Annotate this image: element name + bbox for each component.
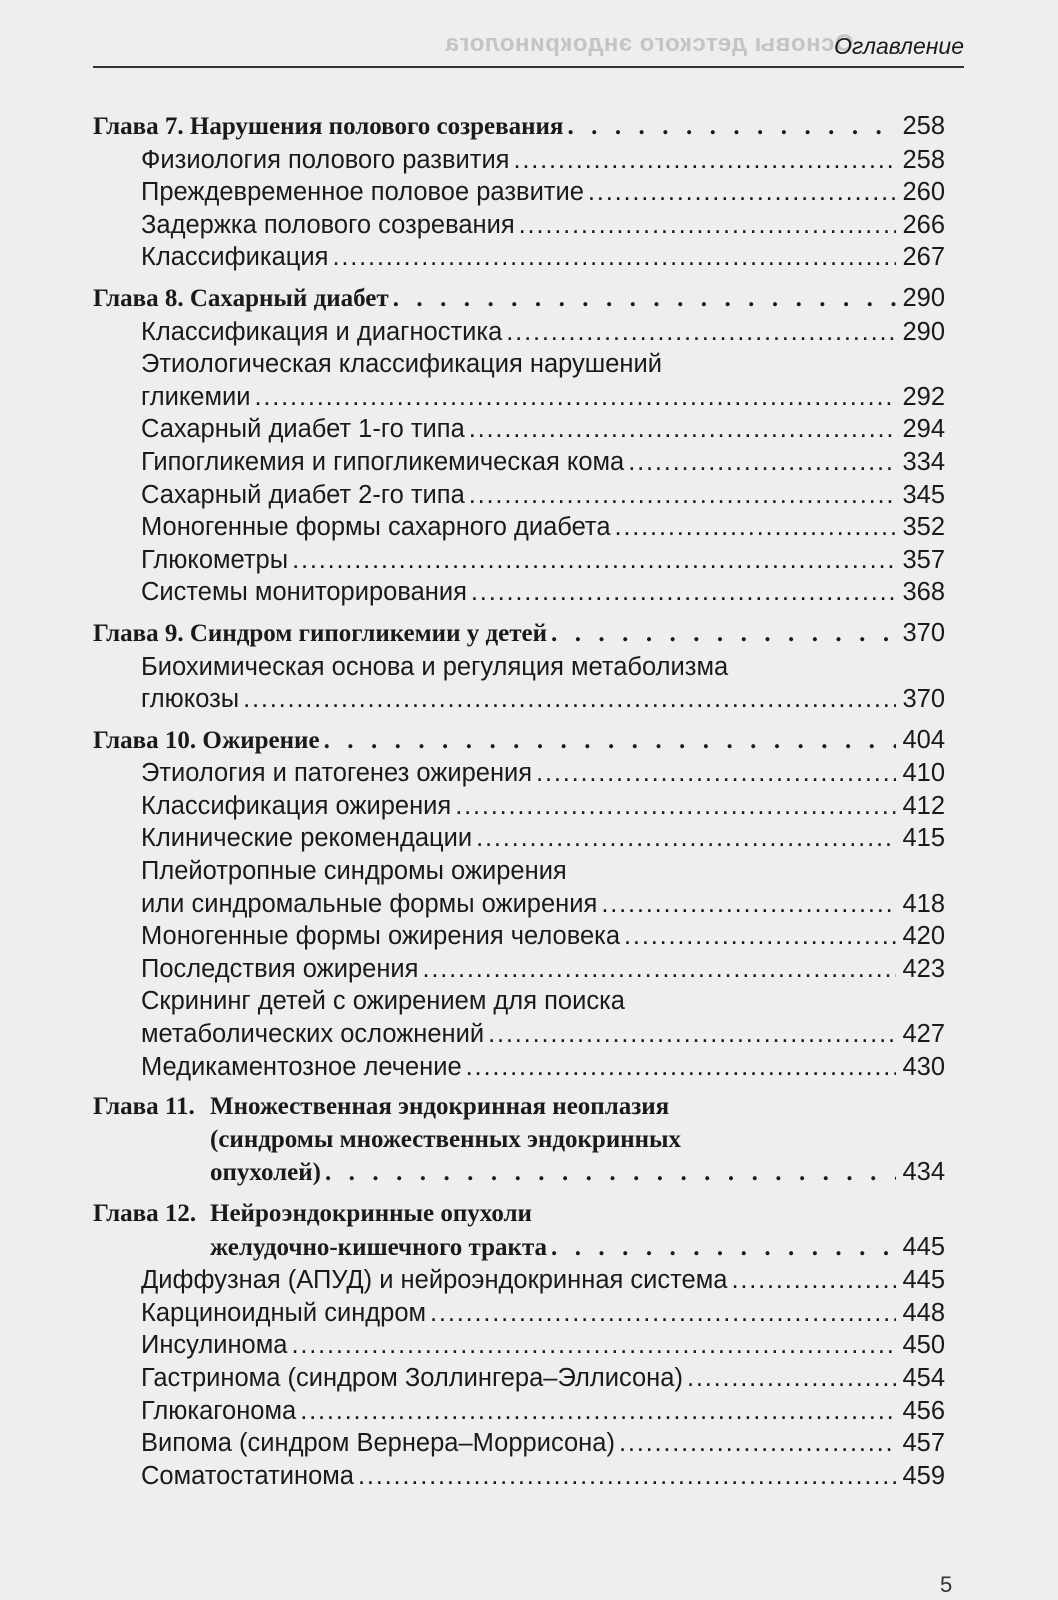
entry-title xyxy=(93,618,547,651)
entry-page-number: 454 xyxy=(902,1363,945,1392)
entry-page-number: 294 xyxy=(902,415,945,444)
entry-title: Сахарный диабет 1-го типа xyxy=(141,415,465,444)
toc-subentry xyxy=(93,985,945,1050)
dot-leader xyxy=(506,316,896,349)
dot-leader xyxy=(325,1157,896,1190)
dot-leader xyxy=(324,725,897,758)
toc-subentry xyxy=(93,790,945,823)
entry-title: Глюкометры xyxy=(141,545,289,574)
dot-leader xyxy=(519,209,897,242)
dot-leader xyxy=(292,544,896,577)
entry-title-line: Скрининг детей с ожирением для поиска xyxy=(141,987,625,1016)
chapter-title: Синдром гипогликемии у детей xyxy=(189,619,548,647)
entry-title-line: Множественная эндокринная неоплазия xyxy=(210,1093,670,1121)
entry-page-number: 266 xyxy=(902,210,945,239)
toc-subentry xyxy=(93,1329,945,1362)
entry-title-line: (синдромы множественных эндокринных xyxy=(210,1125,682,1153)
entry-title: Последствия ожирения xyxy=(141,954,419,983)
entry-title: Гастринома (синдром Золлингера–Эллисона) xyxy=(141,1363,683,1392)
entry-title: Классификация и диагностика xyxy=(141,317,503,346)
toc-subentry xyxy=(93,1395,945,1428)
dot-leader xyxy=(430,1297,896,1330)
entry-title: Диффузная (АПУД) и нейроэндокринная система xyxy=(141,1266,728,1295)
entry-page-number: 352 xyxy=(902,513,945,542)
entry-title: Моногенные формы сахарного диабета xyxy=(141,513,611,542)
toc-subentry xyxy=(93,241,945,274)
toc-subentry xyxy=(93,855,945,920)
dot-leader xyxy=(291,1329,896,1362)
entry-title xyxy=(93,283,389,316)
chapter-label: Глава 9. xyxy=(93,619,184,647)
entry-page-number: 418 xyxy=(902,889,945,918)
chapter-label: Глава 11. xyxy=(93,1093,195,1121)
dot-leader xyxy=(536,757,896,790)
entry-page-number: 423 xyxy=(902,954,945,983)
entry-title: или синдромальные формы ожирения xyxy=(141,889,598,918)
toc-subentry xyxy=(93,348,945,413)
chapter-label: Глава 12. xyxy=(93,1200,197,1227)
entry-page-number: 258 xyxy=(902,112,945,140)
entry-page-number: 345 xyxy=(902,480,945,509)
toc-subentry xyxy=(93,920,945,953)
dot-leader xyxy=(601,888,896,921)
entry-title: Преждевременное половое развитие xyxy=(141,178,584,207)
toc-subentry xyxy=(93,953,945,986)
entry-page-number: 445 xyxy=(902,1232,945,1261)
entry-page-number: 412 xyxy=(902,791,945,820)
dot-leader xyxy=(466,1051,897,1084)
dot-leader xyxy=(243,683,896,716)
dot-leader xyxy=(588,176,897,209)
entry-page-number: 456 xyxy=(902,1396,945,1425)
entry-title: Карциноидный синдром xyxy=(141,1298,427,1327)
dot-leader xyxy=(455,790,896,823)
bleed-through-text: Основы детского эндокринолога xyxy=(445,30,854,57)
entry-title-line: Этиологическая классификация нарушений xyxy=(141,350,663,379)
dot-leader xyxy=(300,1395,896,1428)
entry-page-number: 450 xyxy=(902,1331,945,1360)
entry-title: Випома (синдром Вернера–Моррисона) xyxy=(141,1429,615,1458)
toc-subentry xyxy=(93,822,945,855)
entry-title: Инсулинома xyxy=(141,1331,288,1360)
entry-page-number: 410 xyxy=(902,759,945,788)
page-number: 5 xyxy=(940,1572,953,1597)
chapter-label: Глава 10. xyxy=(93,726,197,754)
toc-subentry xyxy=(93,176,945,209)
entry-title: глюкозы xyxy=(141,685,240,714)
entry-page-number: 445 xyxy=(902,1266,945,1295)
entry-title: Физиология полового развития xyxy=(141,145,510,174)
dot-leader xyxy=(393,283,897,316)
entry-title: Классификация ожирения xyxy=(141,791,452,820)
entry-title: Медикаментозное лечение xyxy=(141,1052,462,1081)
toc-subentry xyxy=(93,757,945,790)
entry-page-number: 368 xyxy=(902,578,945,607)
toc-subentry xyxy=(93,446,945,479)
entry-page-number: 448 xyxy=(902,1298,945,1327)
dot-leader xyxy=(358,1460,896,1493)
entry-page-number: 290 xyxy=(902,283,945,312)
chapter-label: Глава 8. xyxy=(93,284,184,312)
toc-chapter xyxy=(93,282,945,316)
entry-page-number: 334 xyxy=(902,447,945,476)
running-head: Оглавление xyxy=(834,33,964,59)
entry-title: Сахарный диабет 2-го типа xyxy=(141,480,465,509)
dot-leader xyxy=(469,479,897,512)
dot-leader xyxy=(551,618,896,651)
dot-leader xyxy=(731,1264,896,1297)
entry-page-number: 459 xyxy=(902,1461,945,1490)
toc-chapter xyxy=(93,1091,945,1190)
entry-page-number: 267 xyxy=(902,243,945,272)
entry-page-number: 292 xyxy=(902,382,945,411)
header-rule xyxy=(93,66,964,68)
toc-chapter xyxy=(93,724,945,758)
table-of-contents xyxy=(93,110,945,1492)
entry-title: Глюкагонома xyxy=(141,1396,297,1425)
entry-page-number: 370 xyxy=(902,685,945,714)
entry-title-line: Нейроэндокринные опухоли xyxy=(210,1200,532,1227)
entry-page-number: 415 xyxy=(902,824,945,853)
toc-subentry xyxy=(93,511,945,544)
toc-subentry xyxy=(93,144,945,177)
dot-leader xyxy=(255,381,897,414)
entry-title: Моногенные формы ожирения человека xyxy=(141,922,621,951)
entry-title: Клинические рекомендации xyxy=(141,824,473,853)
toc-subentry xyxy=(93,544,945,577)
entry-title: Классификация xyxy=(141,243,329,272)
toc-subentry xyxy=(93,479,945,512)
dot-leader xyxy=(476,822,896,855)
dot-leader xyxy=(551,1232,896,1265)
toc-subentry xyxy=(93,1297,945,1330)
chapter-title: Нарушения полового созревания xyxy=(189,113,564,140)
chapter-title: Сахарный диабет xyxy=(189,284,389,312)
entry-page-number: 457 xyxy=(902,1429,945,1458)
toc-subentry xyxy=(93,576,945,609)
dot-leader xyxy=(488,1018,896,1051)
entry-page-number: 404 xyxy=(902,725,945,754)
toc-subentry xyxy=(93,1051,945,1084)
toc-subentry xyxy=(93,1427,945,1460)
dot-leader xyxy=(514,144,897,177)
toc-subentry xyxy=(93,316,945,349)
entry-title: Задержка полового созревания xyxy=(141,210,515,239)
toc-subentry xyxy=(93,651,945,716)
toc-subentry xyxy=(93,413,945,446)
entry-page-number: 370 xyxy=(902,618,945,647)
toc-subentry xyxy=(93,1264,945,1297)
dot-leader xyxy=(628,446,896,479)
entry-page-number: 258 xyxy=(902,145,945,174)
entry-page-number: 430 xyxy=(902,1052,945,1081)
toc-subentry xyxy=(93,1362,945,1395)
dot-leader xyxy=(567,111,896,144)
dot-leader xyxy=(615,511,897,544)
entry-page-number: 260 xyxy=(902,178,945,207)
dot-leader xyxy=(422,953,896,986)
entry-title: метаболических осложнений xyxy=(141,1020,485,1049)
entry-title xyxy=(93,725,320,758)
entry-title: желудочно-кишечного тракта xyxy=(210,1233,548,1261)
chapter-title: Ожирение xyxy=(202,726,320,754)
entry-title-line: Плейотропные синдромы ожирения xyxy=(141,857,567,886)
entry-title-line: Биохимическая основа и регуляция метаболизма xyxy=(141,652,729,681)
chapter-label: Глава 7. xyxy=(93,113,184,140)
entry-title: Системы мониторирования xyxy=(141,578,467,607)
dot-leader xyxy=(332,241,896,274)
entry-title: Этиология и патогенез ожирения xyxy=(141,759,533,788)
entry-title: Соматостатинома xyxy=(141,1461,354,1490)
toc-chapter xyxy=(93,617,945,651)
entry-page-number: 420 xyxy=(902,922,945,951)
toc-chapter xyxy=(93,1198,945,1264)
entry-page-number: 357 xyxy=(902,545,945,574)
entry-title: опухолей) xyxy=(210,1159,321,1187)
entry-page-number: 434 xyxy=(902,1158,945,1187)
toc-subentry xyxy=(93,209,945,242)
toc-subentry xyxy=(93,1460,945,1493)
entry-title xyxy=(93,111,563,144)
dot-leader xyxy=(619,1427,897,1460)
dot-leader xyxy=(471,576,897,609)
dot-leader xyxy=(469,413,897,446)
dot-leader xyxy=(687,1362,897,1395)
toc-chapter xyxy=(93,110,945,144)
entry-page-number: 427 xyxy=(902,1020,945,1049)
dot-leader xyxy=(624,920,896,953)
entry-title: гликемии xyxy=(141,382,251,411)
entry-page-number: 290 xyxy=(902,317,945,346)
entry-title: Гипогликемия и гипогликемическая кома xyxy=(141,447,625,476)
